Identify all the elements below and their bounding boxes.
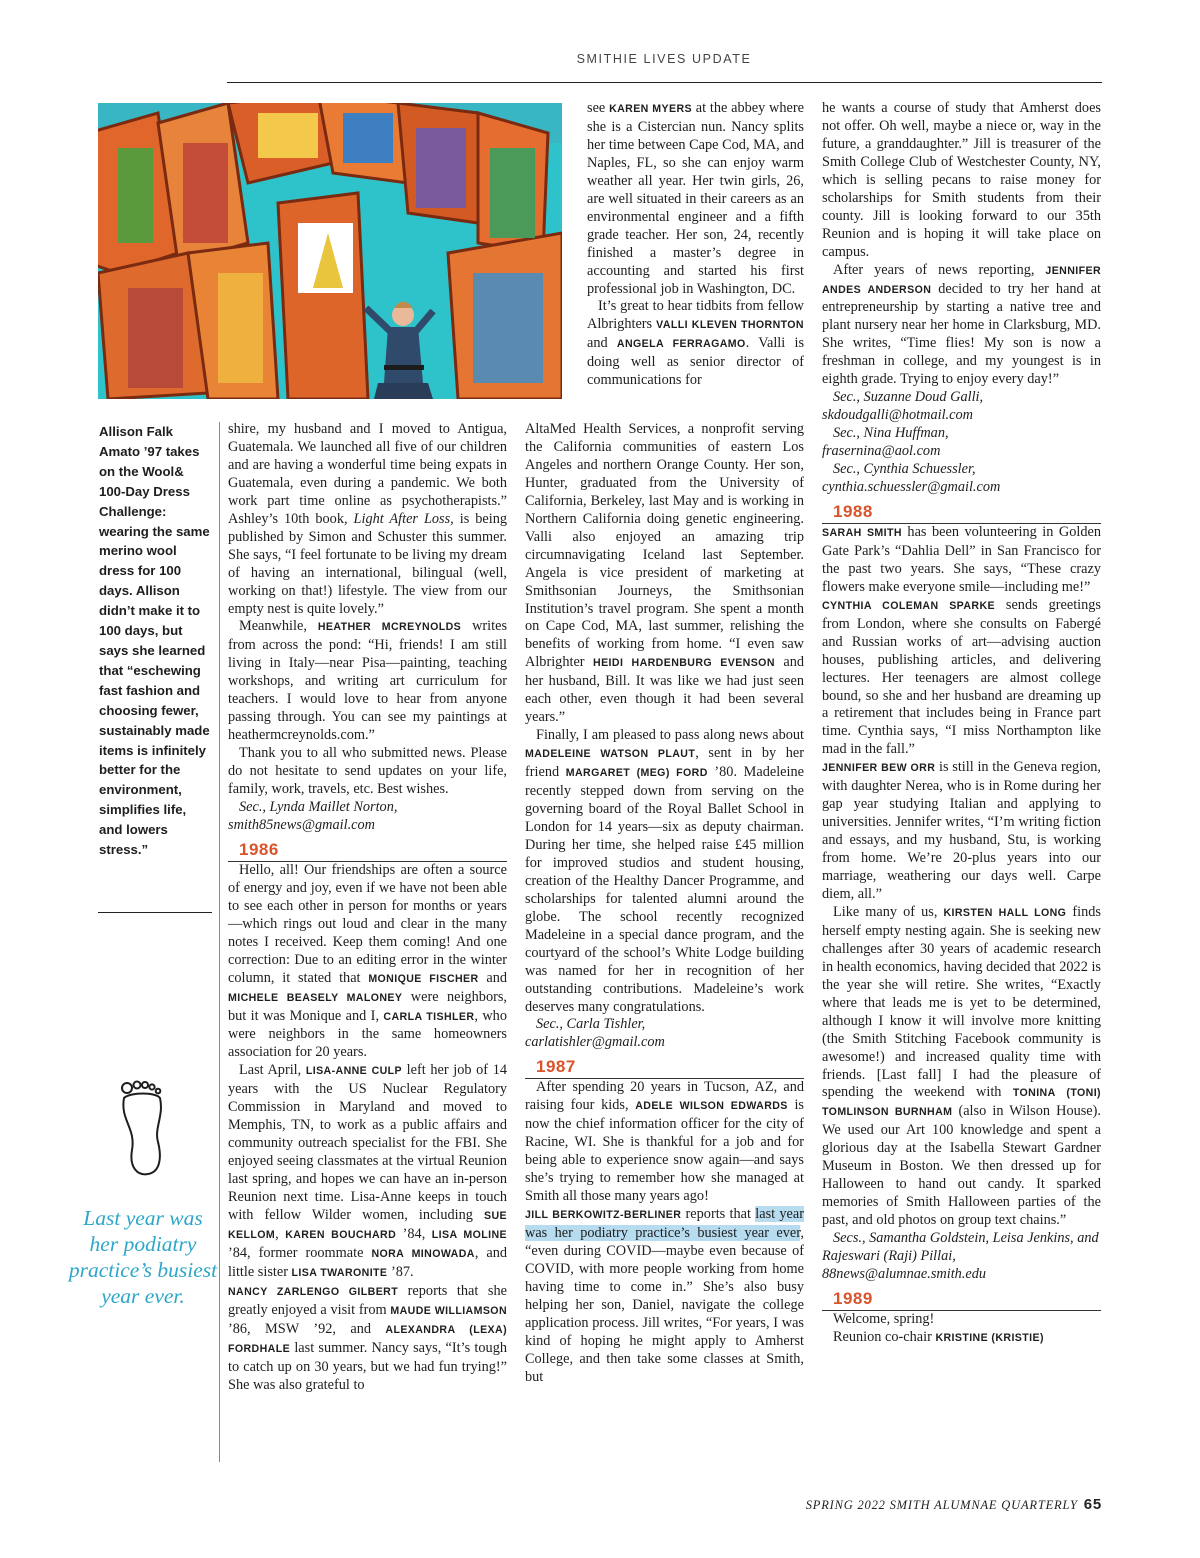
foot-icon — [118, 1080, 168, 1178]
paragraph: SARAH SMITH has been volunteering in Golden Gate Park’s “Dahlia Dell” in San Francisco for the past two years. She says, “These crazy flowers make everyone smile—including me!” — [822, 523, 1102, 595]
column-2 — [525, 421, 804, 1387]
paragraph: Meanwhile, HEATHER MCREYNOLDS writes from across the pond: “Hi, friends! I am still living in Italy—near Pisa—painting, teaching workshops, and writing art curriculum for teachers. I would love to hear from anyone passing through. You can see my paintings at heathermcreynolds.com.” — [228, 618, 508, 744]
alumna-name: HEATHER MCREYNOLDS — [317, 621, 462, 634]
photo-caption: Allison Falk Amato ’97 takes on the Wool& 100-Day Dress Challenge: wearing the same merino wool dress for 100 days. Allison didn’t make it to 100 days, but says she learned that “eschewing fast fashion and choosing fewer, sustainably made items is infinitely better for the environment, simplifies life, and lowers stress.” — [99, 424, 210, 858]
paragraph: Hello, all! Our friendships are often a source of energy and joy, even if we have not been able to see each other in person for months or years—which rings out loud and clear in the many notes I received. Keep them coming! And one correction: Due to an editing error in the winter column, it stated that MONIQUE FISCHER and MICHELE BEASELY MALONEY were neighbors, but it was Monique and I, CARLA TISHLER, who were neighbors in the same homeowners association for 20 years. — [228, 861, 507, 1061]
secretary-signature: Sec., Carla Tishler, — [536, 1016, 646, 1033]
secretary-signature: Sec., Nina Huffman, — [833, 425, 949, 442]
column-1 — [228, 421, 507, 1395]
paragraph: shire, my husband and I moved to Antigua, Guatemala. We launched all five of our children and are having a wonderful time being expats in Guatemala, even during a pandemic. We both work part time online as psychotherapists.” Ashley’s 10th book, Light After Loss, is being published by Simon and Schuster this summer. She says, “I feel fortunate to be living my dream of having an international, bilingual (well, working on that!) lifestyle. The view from our empty nest is quite lovely.” — [228, 421, 507, 617]
page-number: 65 — [1083, 1496, 1102, 1513]
paragraph: Finally, I am pleased to pass along news about MADELEINE WATSON PLAUT, sent in by her friend MARGARET (MEG) FORD ’80. Madeleine recently stepped down from serving on the governing board of the Royal Ballet School in London for 14 years—six as deputy chairman. During her time, she helped raise £45 million for improved studios and student housing, creation of the Healthy Dancer Programme, and scholarships for talented alumni around the globe. The school recently recognized Madeleine in a special dance program, and the courtyard of the school’s White Lodge building was named for her in recognition of her outstanding contributions. Madeleine’s work deserves many congratulations. — [525, 727, 804, 1015]
caption-rule — [98, 912, 212, 913]
class-year-heading: 1989 — [822, 1284, 1101, 1311]
paragraph: JILL BERKOWITZ-BERLINER reports that last year was her podiatry practice’s busiest year ever, “even during COVID—maybe even because of COVID, with more people working from home having time to come in.” She’s also busy helping her son, Daniel, navigate the college application process. Jill writes, “For years, I was kind of hoping he might apply to Amherst College, and then take some classes at Smith, but — [525, 1205, 805, 1385]
paragraph: Reunion co-chair KRISTINE (KRISTIE) — [833, 1328, 1044, 1345]
paragraph: It’s great to hear tidbits from fellow Albrighters VALLI KLEVEN THORNTON and ANGELA FERRAGAMO. Valli is doing well as senior director of communications for — [587, 298, 805, 389]
paragraph: Welcome, spring! — [833, 1310, 935, 1327]
paragraph: After years of news reporting, JENNIFER ANDES ANDERSON decided to try her hand at entrepreneurship by starting a native tree and plant nursery near her home in Clarksburg, MD. She writes, “Time flies! My son is now a freshman in college, and my youngest is in eighth grade. Trying to enjoy every day!” — [822, 261, 1102, 388]
column-2-top — [587, 100, 804, 390]
paragraph: JENNIFER BEW ORR is still in the Geneva region, with daughter Nerea, who is in Rome during her gap year studying Italian and applying to universities. Jennifer writes, “I’m writing fiction and essays, and my husband, Stu, is working from home. We’re 20-plus years into our marriage, weathering our days well. Carpe diem, all.” — [822, 759, 1102, 902]
secretary-signature: Sec., Lynda Maillet Norton, — [239, 799, 398, 816]
class-year-heading: 1988 — [822, 497, 1101, 524]
column-separator — [219, 422, 220, 1462]
page-footer — [806, 1496, 1102, 1513]
column-3 — [822, 100, 1101, 1348]
class-year-heading: 1986 — [228, 835, 507, 862]
paragraph: he wants a course of study that Amherst does not offer. Oh well, maybe a niece or, way in the future, a granddaughter.” Jill is treasurer of the Smith College Club of Westchester County, NY, which is selling pecans to raise money for scholarships for Smith students from their county. Jill is looking forward to our 35th Reunion and is hoping it will take place on campus. — [822, 100, 1101, 260]
paragraph: see KAREN MYERS at the abbey where she is a Cistercian nun. Nancy splits her time between Cape Cod, MA, and Naples, FL, so she can enjoy warm weather all year. Her twin girls, 26, are well situated in their careers as an environmental engineer and a fifth grade teacher. Her son, 24, recently finished a master’s degree in accounting and started his first professional job in Washington, DC. — [587, 100, 804, 297]
paragraph: Like many of us, KIRSTEN HALL LONG finds herself empty nesting again. She is seeking new challenges after 30 years of academic research in health economics, having decided that 2022 is the year she will retire. She writes, “Exactly where that leads me is yet to be determined, although I know it will involve more knitting (the Smith Stitching Facebook community is awesome!) and increased quality time with friends. [Last fall] I had the pleasure of spending the weekend with TONINA (TONI) TOMLINSON BURNHAM (also in Wilson House). We used our Art 100 knowledge and spent a glorious day at the Isabella Stewart Gardner Museum in Boston. We then dressed up for Halloween to hand out candy. It sparked memories of Smith Halloween parties of the past, and old photos on group text chains.” — [822, 903, 1101, 1229]
secretary-email: cynthia.schuessler@gmail.com — [822, 479, 1001, 496]
secretary-signature: Sec., Suzanne Doud Galli, — [833, 389, 984, 406]
secretary-signature: Secs., Samantha Goldstein, Leisa Jenkins, and Rajeswari (Raji) Pillai, — [822, 1230, 1099, 1265]
section-label: SMITHIE LIVES UPDATE — [576, 52, 752, 66]
secretary-email: 88news@alumnae.smith.edu — [822, 1266, 987, 1282]
paragraph: CYNTHIA COLEMAN SPARKE sends greetings from London, where she consults on Fabergé and Russian works of art—advising auction houses, publishing articles, and delivering lectures. Her teenagers are almost college bound, so she and her husband are dreaming up a retirement that includes being in France part time. Cynthia says, “I miss Northampton like mad in the fall.” — [822, 596, 1101, 758]
secretary-signature: Sec., Cynthia Schuessler, — [833, 461, 976, 478]
secretary-email: smith85news@gmail.com — [228, 816, 375, 833]
secretary-email: frasernina@aol.com — [822, 443, 941, 460]
header-rule — [227, 82, 1102, 83]
secretary-email: carlatishler@gmail.com — [525, 1034, 665, 1051]
pull-quote: Last year was her podiatry practice’s busiest year ever. — [68, 1206, 218, 1308]
highlighted-text: last year was her podiatry practice’s busiest year ever — [525, 1205, 805, 1241]
secretary-email: skdoudgalli@hotmail.com — [822, 407, 973, 424]
paragraph: Thank you to all who submitted news. Please do not hesitate to send updates on your life, family, work, travels, etc. Best wishes. — [228, 745, 507, 798]
mural-photo — [98, 103, 562, 399]
paragraph: NANCY ZARLENGO GILBERT reports that she greatly enjoyed a visit from MAUDE WILLIAMSON ’86, MSW ’92, and ALEXANDRA (LEXA) FORDHALE last summer. Nancy says, “It’s tough to catch up on 30 years, but we had fun trying!” She was also grateful to — [228, 1282, 507, 1393]
paragraph: Last April, LISA-ANNE CULP left her job of 14 years with the US Nuclear Regulatory Commission in Maryland and moved to Memphis, TN, to work as a public affairs and community outreach specialist for the FBI. She enjoyed seeing classmates at the virtual Reunion last spring, and hopes we can have an in-person Reunion next time. Lisa-Anne keeps in touch with fellow Wilder women, including SUE KELLOM, KAREN BOUCHARD ’84, LISA MOLINE ’84, former roommate NORA MINOWADA, and little sister LISA TWARONITE ’87. — [228, 1062, 508, 1280]
paragraph: AltaMed Health Services, a nonprofit serving the California communities of eastern Los Angeles and northern Orange County. Her son, Hunter, graduated from the University of California, Berkeley, last May and is working in Northern California doing genetic engineering. Valli also enjoyed an amazing trip circumnavigating Iceland last September. Angela is vice president of marketing at Smithsonian Journeys, the Smithsonian Institution’s travel program. She spent a month on Cape Cod, MA, last summer, relishing the benefits of working from home. “I even saw Albrighter HEIDI HARDENBURG EVENSON and her husband, Bill. It was like we had just seen each other, even though it had been several years.” — [525, 421, 804, 726]
publication-name: SPRING 2022 SMITH ALUMNAE QUARTERLY — [805, 1498, 1078, 1512]
class-year-heading: 1987 — [525, 1052, 804, 1079]
paragraph: After spending 20 years in Tucson, AZ, and raising four kids, ADELE WILSON EDWARDS is now the chief information officer for the city of Racine, WI. She is thankful for a job and for being able to experience snow again—and says she’s trying to remember how she managed at Smith all those many years ago! — [525, 1079, 804, 1205]
